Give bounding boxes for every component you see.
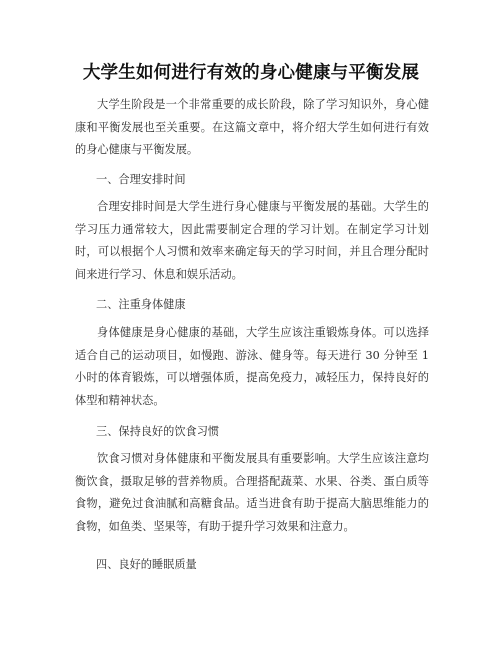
document-title: 大学生如何进行有效的身心健康与平衡发展 (82, 63, 420, 83)
section-heading-physical-health: 二、注重身体健康 (96, 298, 186, 311)
intro-paragraph: 大学生阶段是一个非常重要的成长阶段，除了学习知识外，身心健康和平衡发展也至关重要。在这篇文章中，将介绍大学生如何进行有效的身心健康与平衡发展。 (75, 98, 429, 156)
section-heading-sleep: 四、良好的睡眠质量 (96, 558, 197, 571)
section-heading-time: 一、合理安排时间 (96, 173, 186, 186)
section-body-time: 合理安排时间是大学生进行身心健康与平衡发展的基础。大学生的学习压力通常较大，因此需要制定合理的学习计划。在制定学习计划时，可以根据个人习惯和效率来确定每天的学习时间，并且合理分配时间来进行学习、休息和娱乐活动。 (75, 200, 429, 281)
section-body-physical-health: 身体健康是身心健康的基础，大学生应该注重锻炼身体。可以选择适合自己的运动项目，如慢跑、游泳、健身等。每天进行 30 分钟至 1 小时的体育锻炼，可以增强体质，提高免疫力，减轻压力，保持良好的体型和精神状态。 (75, 326, 429, 407)
section-heading-diet: 三、保持良好的饮食习惯 (96, 425, 220, 438)
section-body-diet: 饮食习惯对身体健康和平衡发展具有重要影响。大学生应该注意均衡饮食，摄取足够的营养物质。合理搭配蔬菜、水果、谷类、蛋白质等食物，避免过食油腻和高糖食品。适当进食有助于提高大脑思维能力的食物，如鱼类、坚果等，有助于提升学习效果和注意力。 (75, 452, 429, 533)
